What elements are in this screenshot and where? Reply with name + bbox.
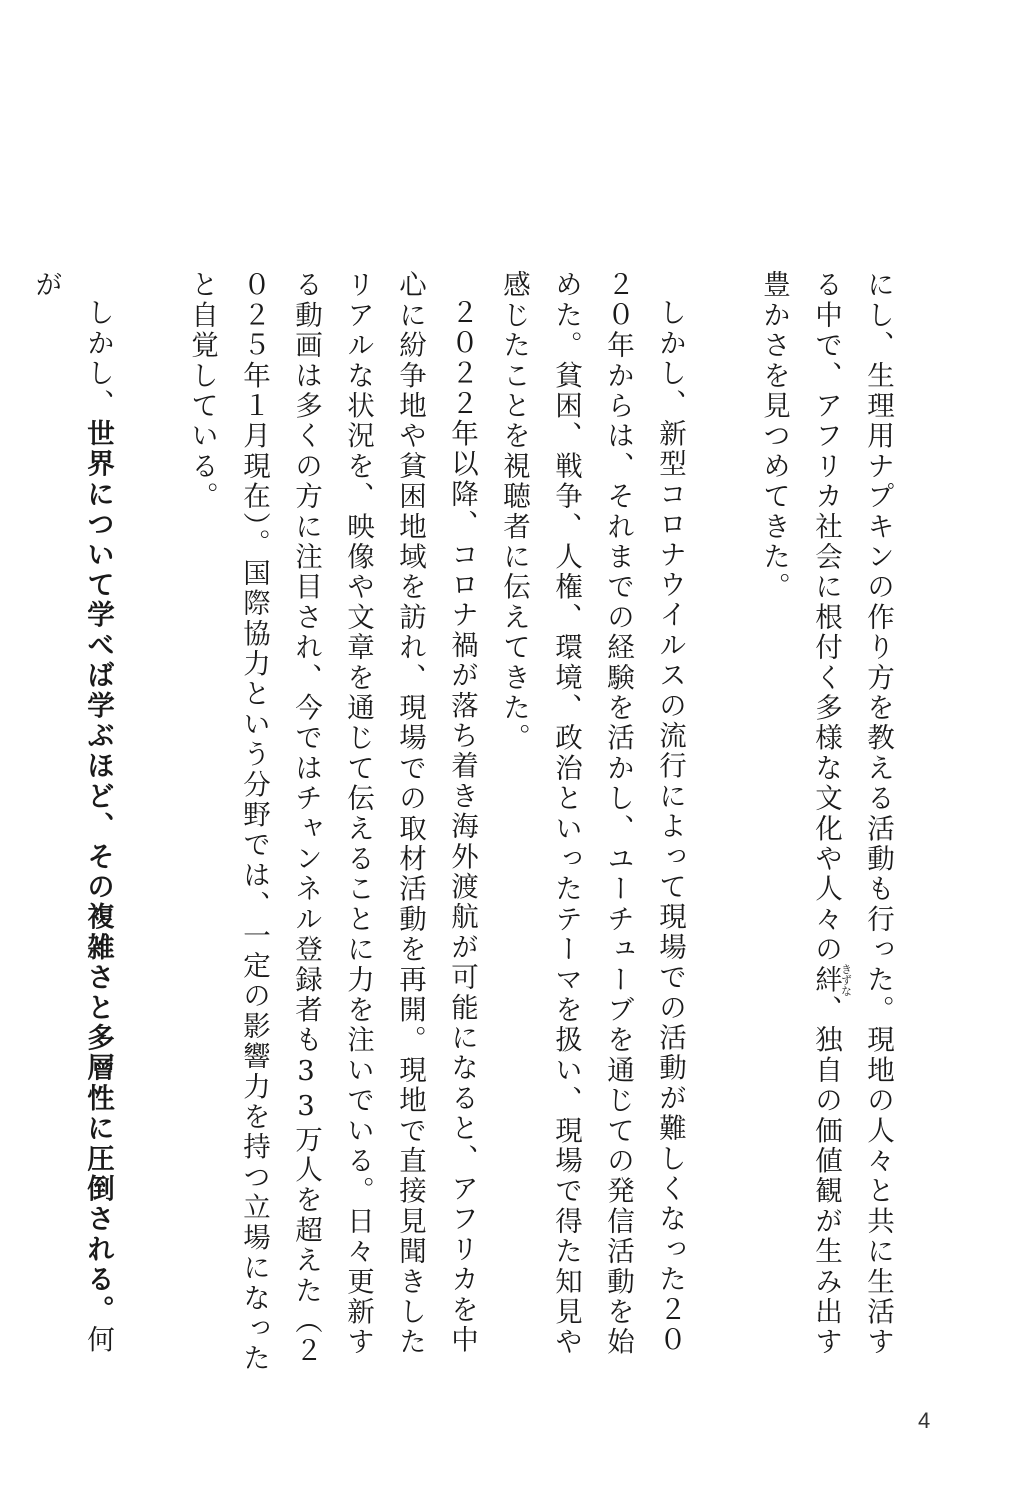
paragraph-4-emphasis: 世界について学べば学ぶほど、その複雑さと多層性に圧倒される。 [82, 418, 114, 1325]
blank-line [696, 270, 748, 1380]
vertical-text-body [30, 270, 904, 1380]
paragraph-3: ２０２２年以降、コロナ禍が落ち着き海外渡航が可能になると、アフリカを中心に紛争地や貧困地域を訪れ、現場での取材活動を再開。現地で直接見聞きしたリアルな状況を、映像や文章を通じて伝えることに力を注いでいる。日々更新する動画は多くの方に注目され、今ではチャンネル登録者も33万人を超えた（２０２５年１月現在）。国際協力という分野では、一定の影響力を持つ立場になったと自覚している。 [186, 270, 478, 1374]
blank-line [124, 270, 176, 1380]
paragraph-1-text: にし、生理用ナプキンの作り方を教える活動も行った。現地の人々と共に生活する中で、アフリカ社会に根付く多様な文化や人々の [810, 270, 894, 1358]
paragraph-4-lead: しかし、 [82, 297, 114, 419]
paragraph-1 [748, 270, 904, 1380]
page-number: 4 [918, 1408, 931, 1433]
paragraph-4 [20, 270, 124, 1380]
kizuna-ruby [810, 963, 853, 997]
ruby-reading: きずな [839, 963, 853, 997]
ruby-base: 絆 [810, 963, 842, 997]
paragraph-1-rest: 、独自の価値観が生み出す豊かさを見つめてきた。 [758, 270, 842, 1358]
paragraph-2: しかし、新型コロナウイルスの流行によって現場での活動が難しくなった２０２０年からは、それまでの経験を活かし、ユーチューブを通じての発信活動を始めた。貧困、戦争、人権、環境、政治といったテーマを扱い、現場で得た知見や感じたことを視聴者に伝えてきた。 [498, 270, 686, 1358]
paragraph-4-tail: 何が [30, 270, 114, 1355]
